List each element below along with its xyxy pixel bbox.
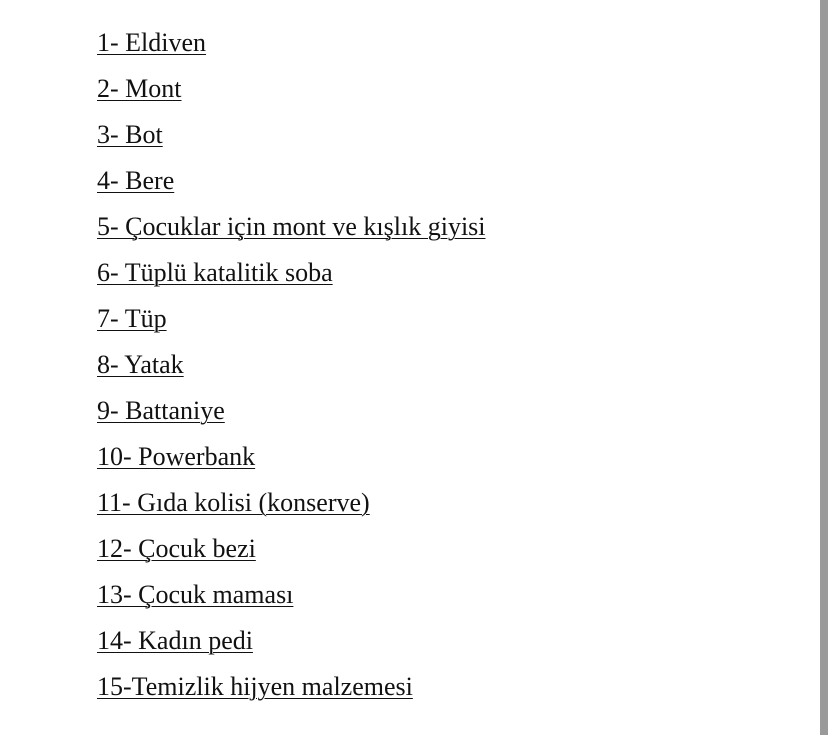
list-item: 2- Mont [97, 74, 182, 103]
list-item: 13- Çocuk maması [97, 580, 294, 609]
needs-list [97, 26, 486, 716]
list-item: 4- Bere [97, 166, 175, 195]
list-item: 8- Yatak [97, 350, 184, 379]
list-item: 11- Gıda kolisi (konserve) [97, 488, 370, 517]
list-item: 10- Powerbank [97, 442, 256, 471]
list-item: 15-Temizlik hijyen malzemesi [97, 672, 413, 701]
list-item: 14- Kadın pedi [97, 626, 253, 655]
list-item: 3- Bot [97, 120, 163, 149]
list-item: 5- Çocuklar için mont ve kışlık giyisi [97, 212, 486, 241]
list-item: 7- Tüp [97, 304, 167, 333]
list-item: 6- Tüplü katalitik soba [97, 258, 333, 287]
list-item: 12- Çocuk bezi [97, 534, 256, 563]
list-item: 1- Eldiven [97, 28, 207, 57]
list-item: 9- Battaniye [97, 396, 225, 425]
page-edge-border [820, 0, 828, 735]
